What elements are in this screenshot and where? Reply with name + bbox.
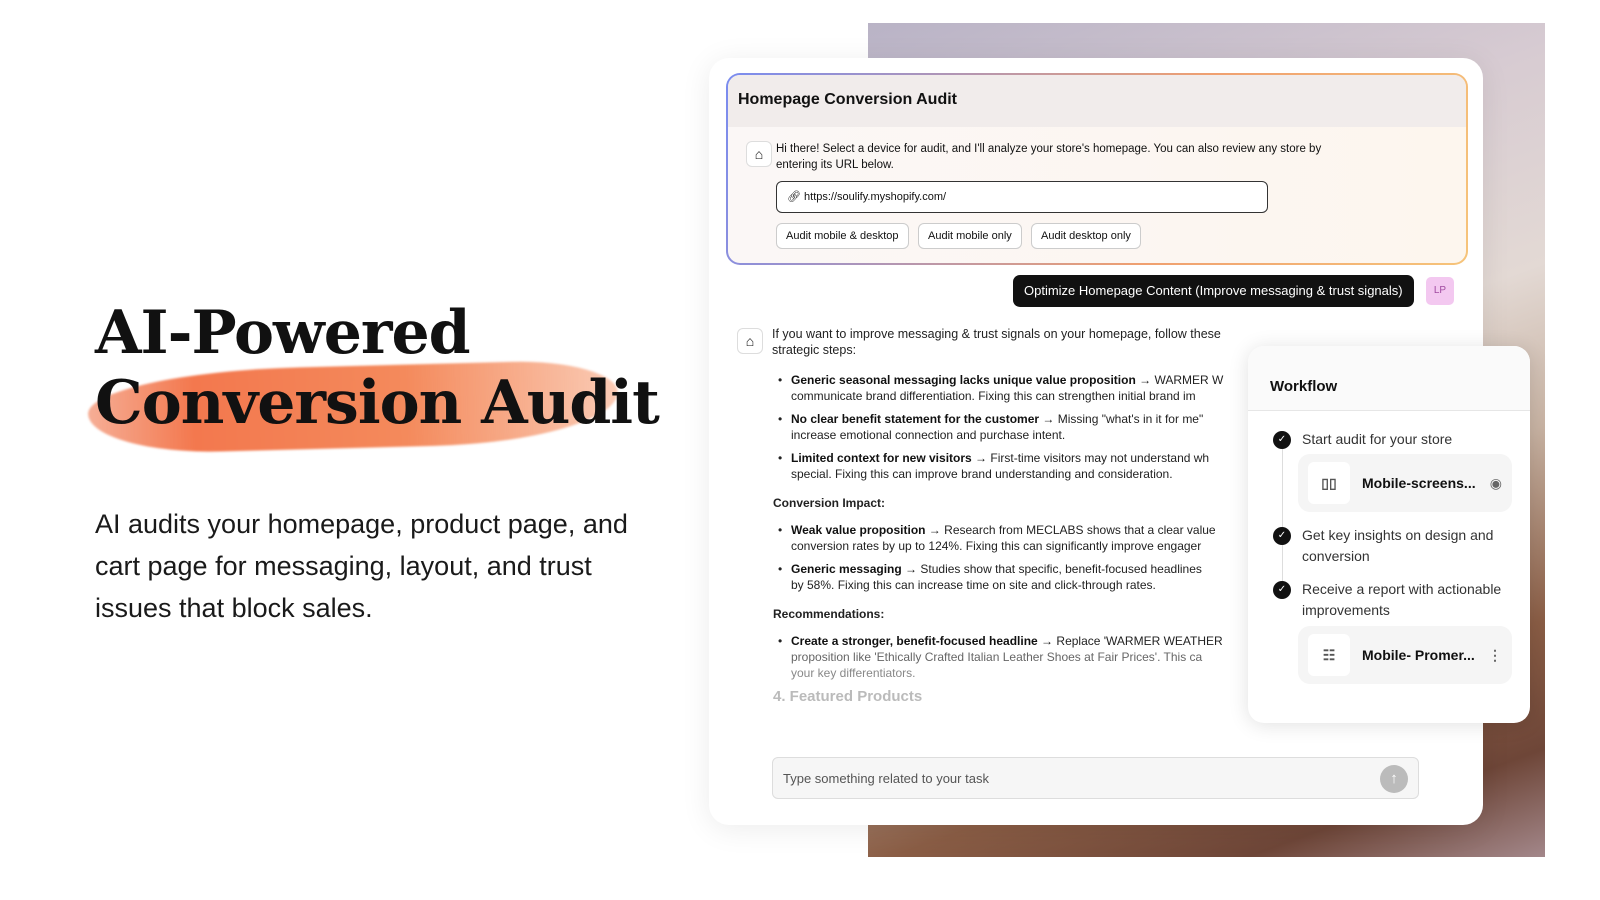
screenshot-thumbnail-icon: ▯▯	[1308, 462, 1350, 504]
check-icon: ✓	[1273, 581, 1291, 599]
task-input[interactable]	[772, 757, 1419, 799]
user-message: Optimize Homepage Content (Improve messaging & trust signals)	[1013, 275, 1414, 307]
url-input[interactable]	[776, 181, 1268, 213]
hero-subtitle: AI audits your homepage, product page, and cart page for messaging, layout, and trust issues that block sales.	[95, 509, 628, 623]
audit-desktop-button[interactable]: Audit desktop only	[1031, 223, 1141, 249]
hero-line-1: AI-Powered	[95, 298, 470, 368]
file-card[interactable]	[1298, 626, 1512, 684]
hero-title	[95, 298, 659, 438]
list-item: • No clear benefit statement for the customer → Missing "what's in it for me" increase emotional connection and purchase intent.	[773, 411, 1240, 443]
workflow-title: Workflow	[1248, 346, 1530, 411]
file-name: Mobile- Promer...	[1362, 647, 1475, 663]
list-icon: ☷	[1308, 634, 1350, 676]
workflow-panel	[1248, 346, 1530, 723]
input-placeholder: Type something related to your task	[783, 771, 989, 786]
send-button[interactable]: ↑	[1380, 765, 1408, 793]
workflow-step: ✓ Start audit for your store	[1302, 429, 1522, 450]
workflow-step: ✓ Get key insights on design and conversion	[1302, 525, 1522, 567]
list-item: • Create a stronger, benefit-focused headline → Replace 'WARMER WEATHER proposition like 'Ethically Crafted Italian Leather Shoes at Fair Prices'. This ca your key differentiators.	[773, 633, 1240, 681]
link-icon: 🔗︎	[787, 191, 805, 203]
avatar: LP	[1426, 277, 1454, 305]
check-icon: ✓	[1273, 527, 1291, 545]
greeting: Hi there! Select a device for audit, and I'll analyze your store's homepage. You can also review any store by entering its URL below.	[776, 143, 1322, 171]
home-icon: ⌂	[737, 328, 763, 354]
assistant-response	[735, 326, 1240, 705]
url-value: https://soulify.myshopify.com/	[804, 191, 947, 203]
list-item: • Limited context for new visitors → First-time visitors may not understand wh special. Fixing this can improve brand understanding and consideration.	[773, 450, 1240, 482]
eye-icon[interactable]: ◉	[1489, 474, 1502, 491]
audit-panel	[726, 73, 1468, 265]
audit-title: Homepage Conversion Audit	[728, 75, 1466, 127]
list-item: • Generic messaging → Studies show that specific, benefit-focused headlines by 58%. Fixing this can increase time on site and click-through rates.	[773, 561, 1240, 593]
check-icon: ✓	[1273, 431, 1291, 449]
section-heading: Recommendations:	[773, 607, 885, 621]
more-icon[interactable]: ⋮	[1488, 646, 1502, 663]
list-item: • Weak value proposition → Research from MECLABS shows that a clear value conversion rates by up to 124%. Fixing this can significantly improve engager	[773, 522, 1240, 554]
section-heading: Conversion Impact:	[773, 496, 886, 510]
section-heading: 4. Featured Products	[773, 688, 923, 705]
audit-both-button[interactable]: Audit mobile & desktop	[776, 223, 909, 249]
file-card[interactable]	[1298, 454, 1512, 512]
workflow-step: ✓ Receive a report with actionable improvements	[1302, 579, 1522, 621]
home-icon: ⌂	[746, 141, 772, 167]
file-name: Mobile-screens...	[1362, 475, 1476, 491]
response-intro: If you want to improve messaging & trust signals on your homepage, follow these strategic steps:	[772, 327, 1221, 357]
audit-mobile-button[interactable]: Audit mobile only	[918, 223, 1022, 249]
hero-line-2: Conversion Audit	[95, 368, 659, 438]
list-item: • Generic seasonal messaging lacks unique value proposition → WARMER W communicate brand differentiation. Fixing this can strengthen initial brand im	[773, 372, 1240, 404]
